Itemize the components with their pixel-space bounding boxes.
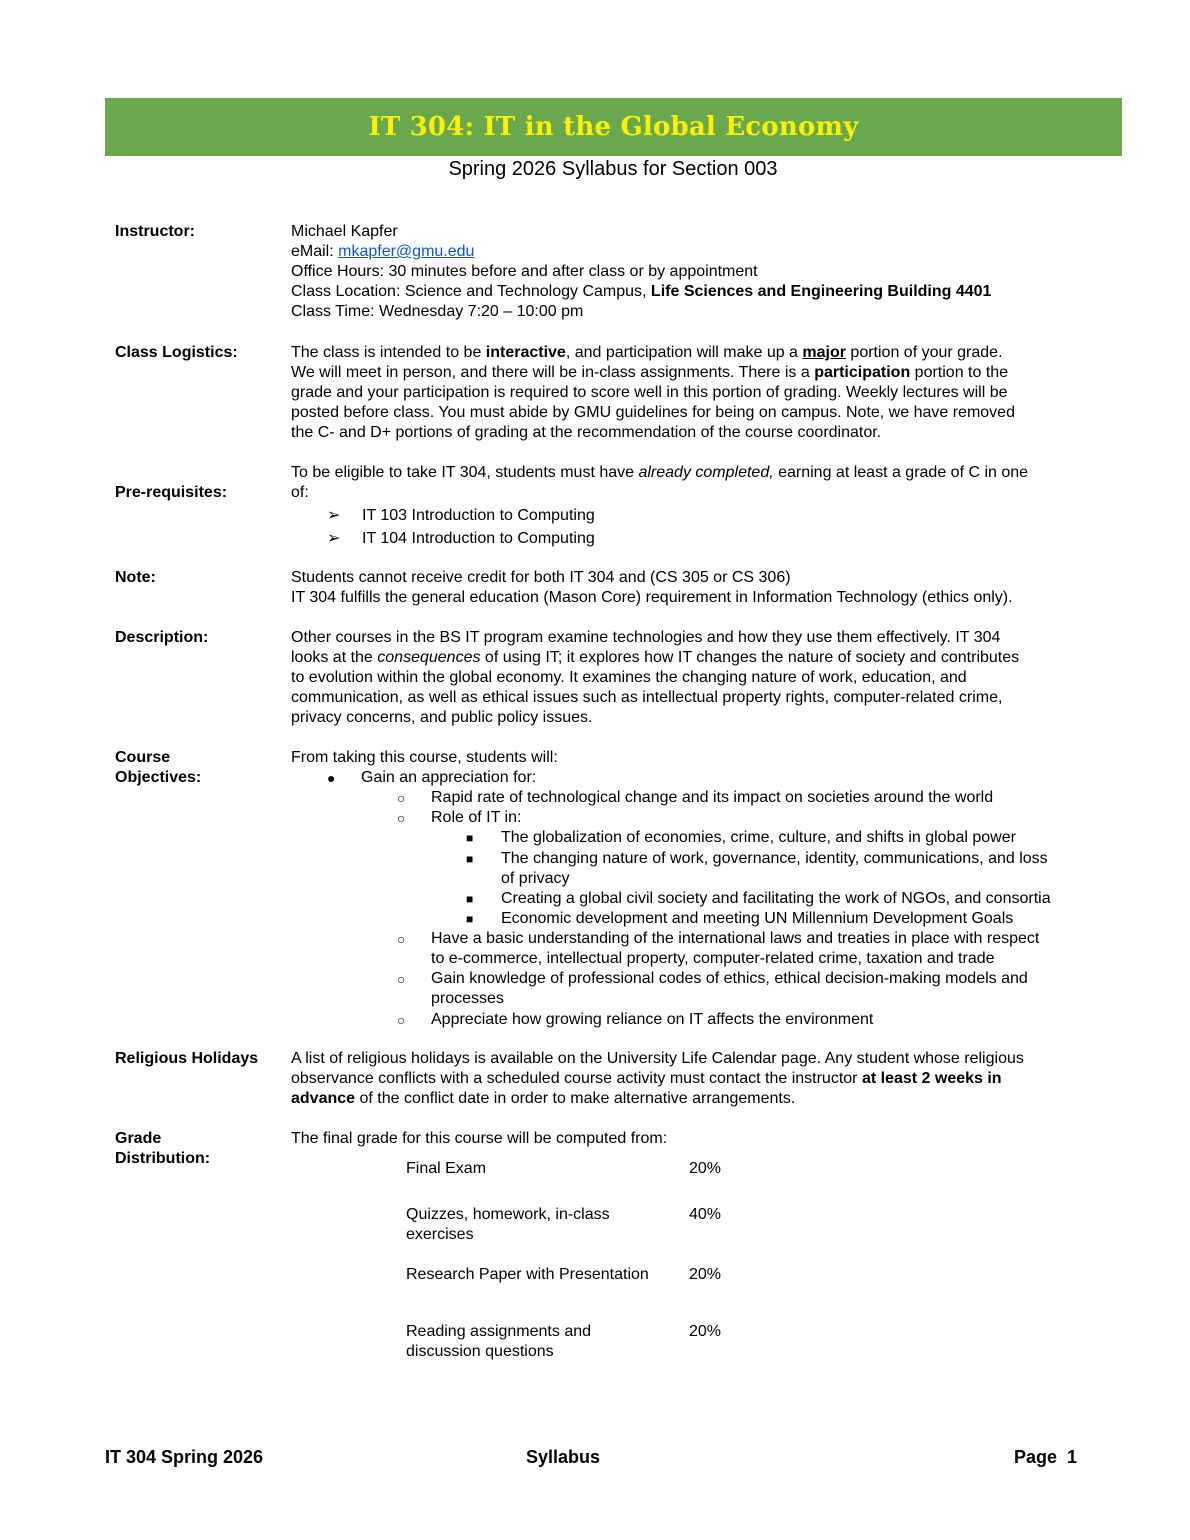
square-bullet-icon: ■	[466, 892, 474, 906]
location-building: Life Sciences and Engineering Building 4401	[650, 283, 992, 300]
logistics-line-5: the C- and D+ portions of grading at the recommendation of the course coordinator.	[291, 424, 882, 441]
circle-bullet-icon: ○	[397, 810, 406, 826]
office-hours: Office Hours: 30 minutes before and after class or by appointment	[291, 263, 758, 280]
description-line-3: to evolution within the global economy. It examines the changing nature of work, education, and	[291, 669, 967, 686]
emphasis-consequences: consequences	[377, 649, 481, 666]
location-prefix: Class Location: Science and Technology Campus,	[291, 283, 651, 300]
grades-intro: The final grade for this course will be computed from:	[291, 1130, 668, 1147]
prereq-text	[291, 463, 1111, 503]
note-text	[291, 568, 1111, 608]
description-line-1: Other courses in the BS IT program examine technologies and how they use them effectively. IT 304	[291, 629, 1001, 646]
grade-component	[406, 1159, 676, 1179]
text-run: of the conflict date in order to make alternative arrangements.	[355, 1090, 796, 1107]
logistics-label: Class Logistics:	[115, 344, 238, 361]
objective-item: Role of IT in:	[431, 809, 522, 826]
emphasis-major: major	[802, 344, 846, 361]
description-text	[291, 628, 1111, 728]
holidays-line-1: A list of religious holidays is available on the University Life Calendar page. Any student whose religious	[291, 1050, 1024, 1067]
description-line-4: communication, as well as ethical issues such as intellectual property rights, computer-related crime,	[291, 689, 1003, 706]
grade-component	[406, 1205, 676, 1245]
footer-course: IT 304 Spring 2026	[105, 1447, 264, 1467]
grade-percent: 20%	[689, 1323, 722, 1340]
email-prefix: eMail:	[291, 243, 339, 260]
objective-item: Rapid rate of technological change and its impact on societies around the world	[431, 789, 994, 806]
description-line-2	[291, 648, 1111, 668]
grade-component-line: Research Paper with Presentation	[406, 1266, 649, 1283]
objective-subitem: Economic development and meeting UN Millennium Development Goals	[501, 910, 1014, 927]
text-run: observance conflicts with a scheduled course activity must contact the instructor	[291, 1070, 862, 1087]
note-label: Note:	[115, 569, 156, 586]
emphasis-interactive: interactive	[485, 344, 566, 361]
grades-label	[115, 1129, 285, 1169]
grade-component	[406, 1322, 676, 1362]
subitem-line: The changing nature of work, governance, identity, communications, and loss	[501, 850, 1048, 867]
emphasis-advance: advance	[291, 1090, 356, 1107]
objectives-label-line-1: Course	[115, 749, 171, 766]
circle-bullet-icon: ○	[397, 971, 406, 987]
note-line-2: IT 304 fulfills the general education (Mason Core) requirement in Information Technology (ethics only).	[291, 589, 1013, 606]
instructor-email-link[interactable]: mkapfer@gmu.edu	[338, 243, 475, 260]
logistics-line-3: grade and your participation is required to score well in this portion of grading. Weekly lectures will be	[291, 384, 1008, 401]
grade-component	[406, 1265, 686, 1285]
square-bullet-icon: ■	[466, 852, 474, 866]
grade-component-line: Quizzes, homework, in-class	[406, 1206, 610, 1223]
objective-top: Gain an appreciation for:	[361, 769, 537, 786]
logistics-line-1	[291, 343, 1111, 363]
text-run: portion to the	[910, 364, 1009, 381]
grade-component-line: Reading assignments and	[406, 1323, 592, 1340]
instructor-email-line	[291, 242, 1111, 262]
holidays-line-2	[291, 1069, 1111, 1089]
circle-bullet-icon: ○	[397, 931, 406, 947]
circle-bullet-icon: ○	[397, 790, 406, 806]
grade-component-line: exercises	[406, 1226, 474, 1243]
footer-doc-type: Syllabus	[526, 1447, 601, 1467]
grade-percent: 20%	[689, 1160, 722, 1177]
objectives-intro: From taking this course, students will:	[291, 749, 558, 766]
grade-component-line: discussion questions	[406, 1343, 554, 1360]
emphasis-already-completed: already completed,	[638, 464, 774, 481]
description-label: Description:	[115, 629, 209, 646]
objective-subitem: Creating a global civil society and facilitating the work of NGOs, and consortia	[501, 890, 1051, 907]
page-title: IT 304: IT in the Global Economy	[368, 112, 859, 142]
prereq-line-2: of:	[291, 484, 309, 501]
grade-component-line: Final Exam	[406, 1160, 487, 1177]
objective-item: Appreciate how growing reliance on IT affects the environment	[431, 1011, 874, 1028]
prereq-course: IT 104 Introduction to Computing	[362, 530, 595, 547]
circle-bullet-icon: ○	[397, 1012, 406, 1028]
holidays-label: Religious Holidays	[115, 1050, 259, 1067]
objectives-label	[115, 748, 285, 788]
prereq-line-1	[291, 463, 1111, 483]
text-run: of using IT; it explores how IT changes the nature of society and contributes	[480, 649, 1020, 666]
page-subtitle: Spring 2026 Syllabus for Section 003	[448, 158, 778, 180]
text-run: The class is intended to be	[291, 344, 486, 361]
class-location	[291, 282, 1111, 302]
class-time: Class Time: Wednesday 7:20 – 10:00 pm	[291, 303, 584, 320]
disc-bullet-icon: ●	[327, 770, 336, 786]
objective-subitem	[501, 849, 1048, 889]
arrow-bullet-icon: ➢	[327, 507, 341, 524]
instructor-details	[291, 222, 1111, 322]
item-line: Have a basic understanding of the international laws and treaties in place with respect	[431, 930, 1040, 947]
text-run: We will meet in person, and there will be in-class assignments. There is a	[291, 364, 815, 381]
objectives-label-line-2: Objectives:	[115, 769, 202, 786]
item-line: to e-commerce, intellectual property, computer-related crime, taxation and trade	[431, 950, 995, 967]
grades-label-line-2: Distribution:	[115, 1150, 211, 1167]
objective-item	[431, 929, 1039, 969]
title-banner	[105, 98, 1122, 156]
instructor-label: Instructor:	[115, 223, 195, 240]
text-run: portion of your grade.	[845, 344, 1003, 361]
objective-item	[431, 969, 1028, 1009]
holidays-line-3	[291, 1089, 1111, 1109]
logistics-text	[291, 343, 1111, 443]
prereq-label: Pre-requisites:	[115, 484, 228, 501]
holidays-text	[291, 1049, 1111, 1109]
description-line-5: privacy concerns, and public policy issues.	[291, 709, 593, 726]
text-run: To be eligible to take IT 304, students must have	[291, 464, 639, 481]
square-bullet-icon: ■	[466, 831, 474, 845]
emphasis-deadline: at least 2 weeks in	[861, 1070, 1002, 1087]
square-bullet-icon: ■	[466, 912, 474, 926]
text-run: , and participation will make up a	[565, 344, 803, 361]
grade-percent: 20%	[689, 1266, 722, 1283]
objective-subitem: The globalization of economies, crime, culture, and shifts in global power	[501, 829, 1016, 846]
prereq-course: IT 103 Introduction to Computing	[362, 507, 595, 524]
logistics-line-2	[291, 363, 1111, 383]
arrow-bullet-icon: ➢	[327, 530, 341, 547]
subitem-line: of privacy	[501, 870, 570, 887]
logistics-line-4: posted before class. You must abide by GMU guidelines for being on campus. Note, we have removed	[291, 404, 1015, 421]
text-run: looks at the	[291, 649, 378, 666]
emphasis-participation: participation	[814, 364, 911, 381]
note-line-1: Students cannot receive credit for both IT 304 and (CS 305 or CS 306)	[291, 569, 791, 586]
footer-page-number: Page 1	[1014, 1447, 1078, 1467]
text-run: earning at least a grade of C in one	[773, 464, 1029, 481]
grade-percent: 40%	[689, 1206, 722, 1223]
instructor-name: Michael Kapfer	[291, 223, 398, 240]
item-line: processes	[431, 990, 504, 1007]
grades-label-line-1: Grade	[115, 1130, 162, 1147]
item-line: Gain knowledge of professional codes of ethics, ethical decision-making models and	[431, 970, 1028, 987]
